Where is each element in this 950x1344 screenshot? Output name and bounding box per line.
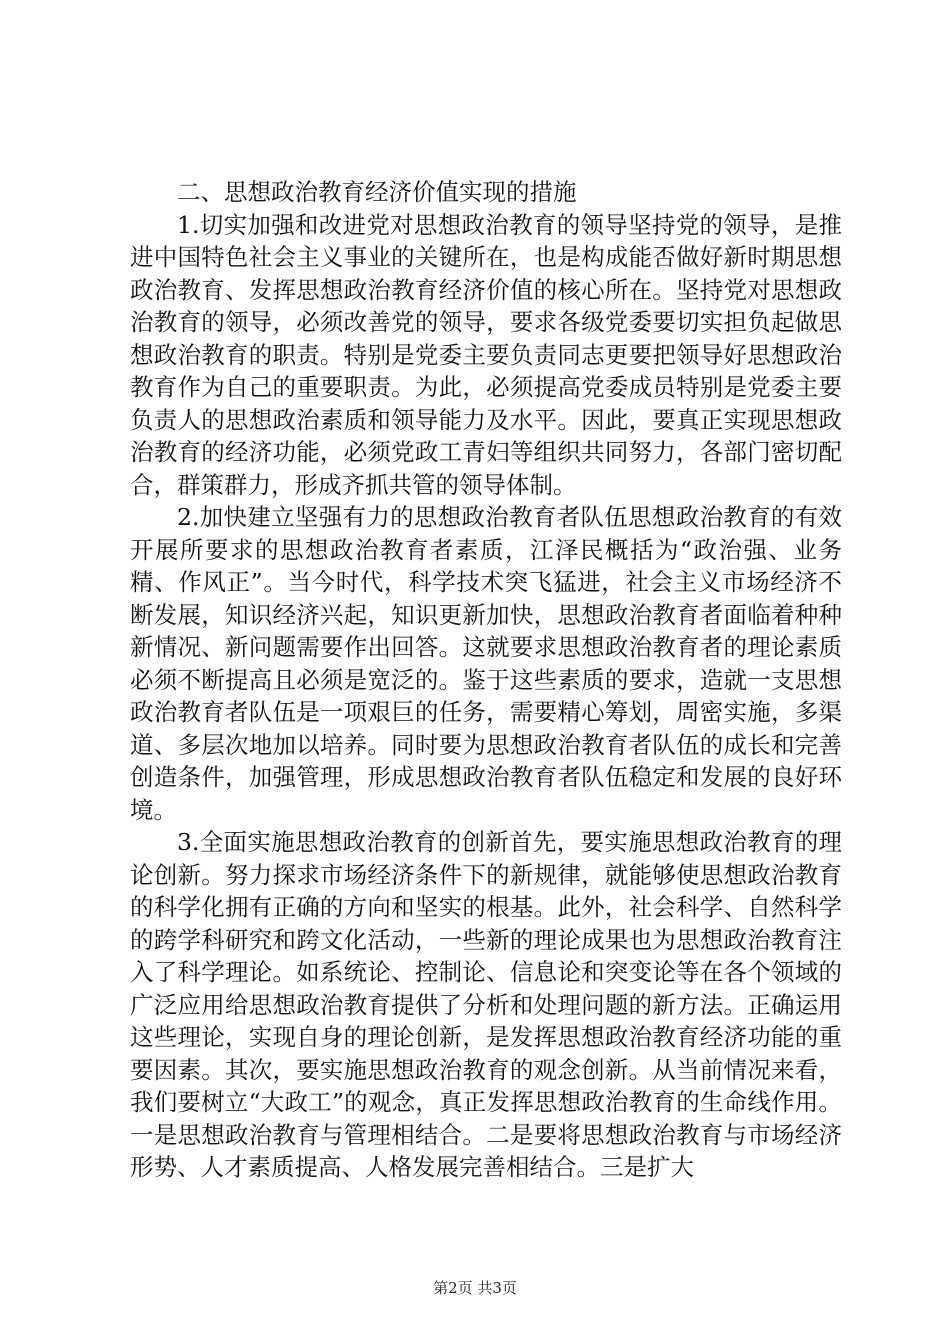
document-body	[130, 176, 842, 1184]
section-heading: 二、思想政治教育经济价值实现的措施	[177, 178, 577, 206]
page-footer: 第2页 共3页	[433, 1279, 517, 1297]
paragraph-2: 2.加快建立坚强有力的思想政治教育者队伍思想政治教育的有效开展所要求的思想政治教育者素质，江泽民概括为“政治强、业务精、作风正”。当今时代，科学技术突飞猛进，社会主义市场经济不断发展，知识经济兴起，知识更新加快，思想政治教育者面临着种种新情况、新问题需要作出回答。这就要求思想政治教育者的理论素质必须不断提高且必须是宽泛的。鉴于这些素质的要求，造就一支思想政治教育者队伍是一项艰巨的任务，需要精心筹划，周密实施，多渠道、多层次地加以培养。同时要为思想政治教育者队伍的成长和完善创造条件，加强管理，形成思想政治教育者队伍稳定和发展的良好环境。	[130, 503, 842, 824]
paragraph-1: 1.切实加强和改进党对思想政治教育的领导坚持党的领导，是推进中国特色社会主义事业的关键所在，也是构成能否做好新时期思想政治教育、发挥思想政治教育经济价值的核心所在。坚持党对思想政治教育的领导，必须改善党的领导，要求各级党委要切实担负起做思想政治教育的职责。特别是党委主要负责同志更要把领导好思想政治教育作为自己的重要职责。为此，必须提高党委成员特别是党委主要负责人的思想政治素质和领导能力及水平。因此，要真正实现思想政治教育的经济功能，必须党政工青妇等组织共同努力，各部门密切配合，群策群力，形成齐抓共管的领导体制。	[130, 210, 842, 499]
paragraph-3: 3.全面实施思想政治教育的创新首先，要实施思想政治教育的理论创新。努力探求市场经济条件下的新规律，就能够使思想政治教育的科学化拥有正确的方向和坚实的根基。此外，社会科学、自然科学的跨学科研究和跨文化活动，一些新的理论成果也为思想政治教育注入了科学理论。如系统论、控制论、信息论和突变论等在各个领域的广泛应用给思想政治教育提供了分析和处理问题的新方法。正确运用这些理论，实现自身的理论创新，是发挥思想政治教育经济功能的重要因素。其次，要实施思想政治教育的观念创新。从当前情况来看，我们要树立“大政工”的观念，真正发挥思想政治教育的生命线作用。一是思想政治教育与管理相结合。二是要将思想政治教育与市场经济形势、人才素质提高、人格发展完善相结合。三是扩大	[130, 828, 842, 1181]
